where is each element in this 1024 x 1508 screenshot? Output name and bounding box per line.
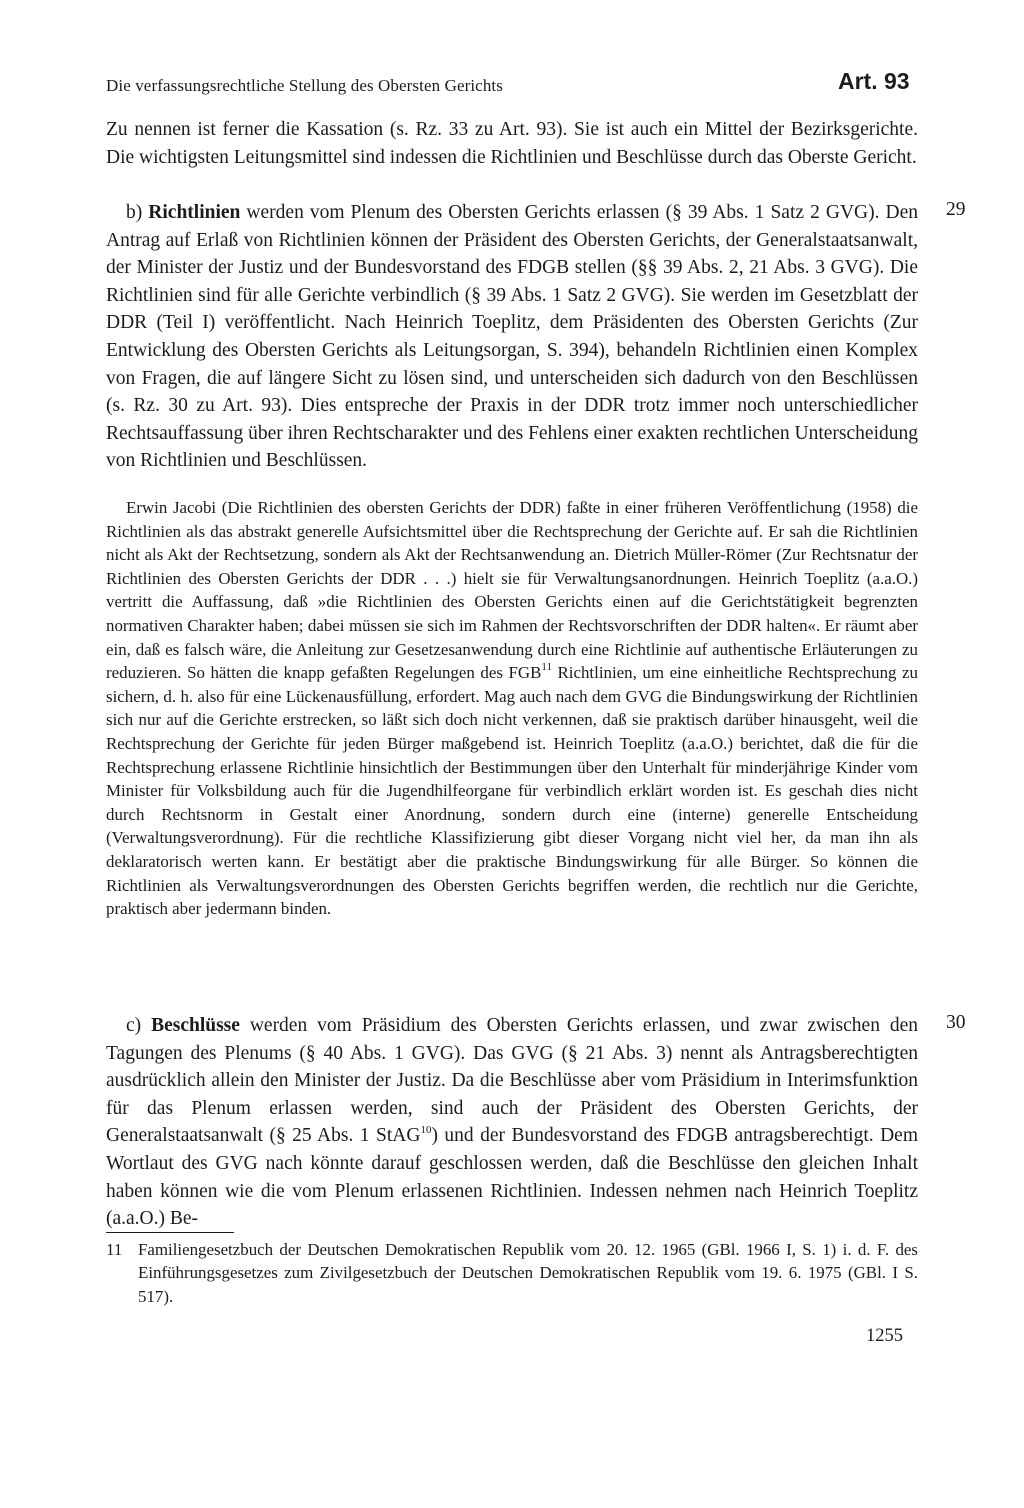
paragraph-c: [106, 1012, 918, 1233]
paragraph-b: [106, 199, 918, 475]
term-richtlinien: Richtlinien: [148, 202, 241, 223]
paragraph-c-prefix: c): [126, 1015, 152, 1036]
margin-number-30: 30: [946, 1012, 966, 1033]
paragraph-intro-block: [106, 116, 918, 171]
small-paragraph: [106, 496, 918, 921]
running-title: Die verfassungsrechtliche Stellung des Obersten Gerichts: [106, 76, 503, 95]
paragraph-b-text: werden vom Plenum des Obersten Gerichts erlassen (§ 39 Abs. 1 Satz 2 GVG). Den Antrag auf Erlaß von Richtlinien können der Präsident des Obersten Gerichts, der Generalstaatsanwalt, der Minister der Justiz und der Bundesvorstand des FDGB stellen (§§ 39 Abs. 2, 21 Abs. 3 GVG). Die Richtlinien sind für alle Gerichte verbindlich (§ 39 Abs. 1 Satz 2 GVG). Sie werden im Gesetzblatt der DDR (Teil I) veröffentlicht. Nach Heinrich Toeplitz, dem Präsidenten des Obersten Gerichts (Zur Entwicklung des Obersten Gerichts als Leitungsorgan, S. 394), behandeln Richtlinien einen Komplex von Fragen, die auf längere Sicht zu lösen sind, und unterscheiden sich dadurch von den Beschlüssen (s. Rz. 30 zu Art. 93). Dies entspreche der Praxis in der DDR trotz immer noch unterschiedlicher Rechtsauffassung über ihren Rechtscharakter und des Fehlens einer exakten rechtlichen Unterscheidung von Richtlinien und Beschlüssen.: [106, 202, 919, 472]
footnote-text: Familiengesetzbuch der Deutschen Demokratischen Republik vom 20. 12. 1965 (GBl. 1966 I, S. 1) i. d. F. des Einführungsgesetzes zum Zivilgesetzbuch der Deutschen Demokratischen Republik vom 19. 6. 1975 (GBl. I S. 517).: [138, 1240, 918, 1306]
paragraph-c-block: [106, 1012, 918, 1233]
paragraph-b-prefix: b): [126, 202, 149, 223]
article-label: Art. 93: [838, 68, 910, 94]
footnote-ref-10: 10: [420, 1124, 432, 1137]
paragraph-c-text-a: werden vom Präsidium des Obersten Gerichts erlassen, und zwar zwischen den Tagungen des Plenums (§ 40 Abs. 1 GVG). Das GVG (§ 21 Abs. 3) nennt als Antragsberechtigten ausdrücklich allein den Minister der Justiz. Da die Beschlüsse aber vom Präsidium in Interimsfunktion für das Plenum erlassen werden, sind auch der Präsident des Obersten Gerichts, der Generalstaatsanwalt (§ 25 Abs. 1 StAG: [106, 1015, 918, 1147]
margin-number-29: 29: [946, 199, 966, 220]
footnote-number: 11: [106, 1240, 123, 1259]
term-beschluesse: Beschlüsse: [151, 1015, 240, 1036]
small-paragraph-text-a: Erwin Jacobi (Die Richtlinien des obersten Gerichts der DDR) faßte in einer früheren Veröffentlichung (1958) die Richtlinien als das abstrakt generelle Aufsichtsmittel über die Rechtsprechung der Gerichte auf. Er sah die Richtlinien nicht als Akt der Rechtsetzung, sondern als Akt der Rechtsanwendung an. Dietrich Müller-Römer (Zur Rechtsnatur der Richtlinien des Obersten Gerichts der DDR . . .) hielt sie für Verwaltungsanordnungen. Heinrich Toeplitz (a.a.O.) vertritt die Auffassung, daß »die Richtlinien des Obersten Gerichts einen auf die Gerichtstätigkeit begrenzten normativen Charakter haben; dabei müssen sie sich im Rahmen der Rechtsvorschriften der DDR halten«. Er räumt aber ein, daß es falsch wäre, die Anleitung zur Gesetzesanwendung durch eine Richtlinie auf authentische Erläuterungen zu reduzieren. So hätten die knapp gefaßten Regelungen des FGB: [106, 498, 918, 683]
small-paragraph-block: [106, 496, 918, 921]
page-number: 1255: [866, 1326, 903, 1346]
paragraph-c-text-b: ) und der Bundesvorstand des FDGB antragsberechtigt. Dem Wortlaut des GVG nach könnte darauf geschlossen werden, daß die Beschlüsse den gleichen Inhalt haben können wie die vom Plenum erlassenen Richtlinien. Indessen nehmen nach Heinrich Toeplitz (a.a.O.) Be-: [106, 1125, 918, 1230]
footnote-rule: [106, 1232, 234, 1233]
footnote-11: [106, 1238, 918, 1308]
small-paragraph-text-b: Richtlinien, um eine einheitliche Rechtsprechung zu sichern, d. h. also für eine Lückenausfüllung, erfordert. Mag auch nach dem GVG die Bindungswirkung der Richtlinien sich nur auf die Gerichte erstrecken, so läßt sich doch nicht verkennen, daß sie praktisch darüber hinausgeht, weil die Rechtsprechung der Gerichte für jeden Bürger maßgebend ist. Heinrich Toeplitz (a.a.O.) berichtet, daß die für die Rechtsprechung erlassene Richtlinie hinsichtlich der Bestimmungen über den Unterhalt für minderjährige Kinder vom Minister für Volksbildung auch für die Jugendhilfeorgane für verbindlich erklärt worden ist. Es geschah dies nicht durch Rechtsnorm in Gestalt einer Anordnung, sondern durch eine (interne) generelle Entscheidung (Verwaltungsverordnung). Für die rechtliche Klassifizierung gibt dieser Vorgang nicht viel her, da man ihn als deklaratorisch werten kann. Er bestätigt aber die praktische Bindungswirkung für alle Bürger. So können die Richtlinien als Verwaltungsverordnungen des Obersten Gerichts begriffen werden, die rechtlich nur die Gerichte, praktisch aber jedermann binden.: [106, 663, 918, 919]
paragraph-intro: Zu nennen ist ferner die Kassation (s. Rz. 33 zu Art. 93). Sie ist auch ein Mittel der Bezirksgerichte. Die wichtigsten Leitungsmittel sind indessen die Richtlinien und Beschlüsse durch das Oberste Gericht.: [106, 119, 918, 168]
footnote-ref-11: 11: [541, 661, 552, 674]
paragraph-b-block: [106, 199, 918, 475]
